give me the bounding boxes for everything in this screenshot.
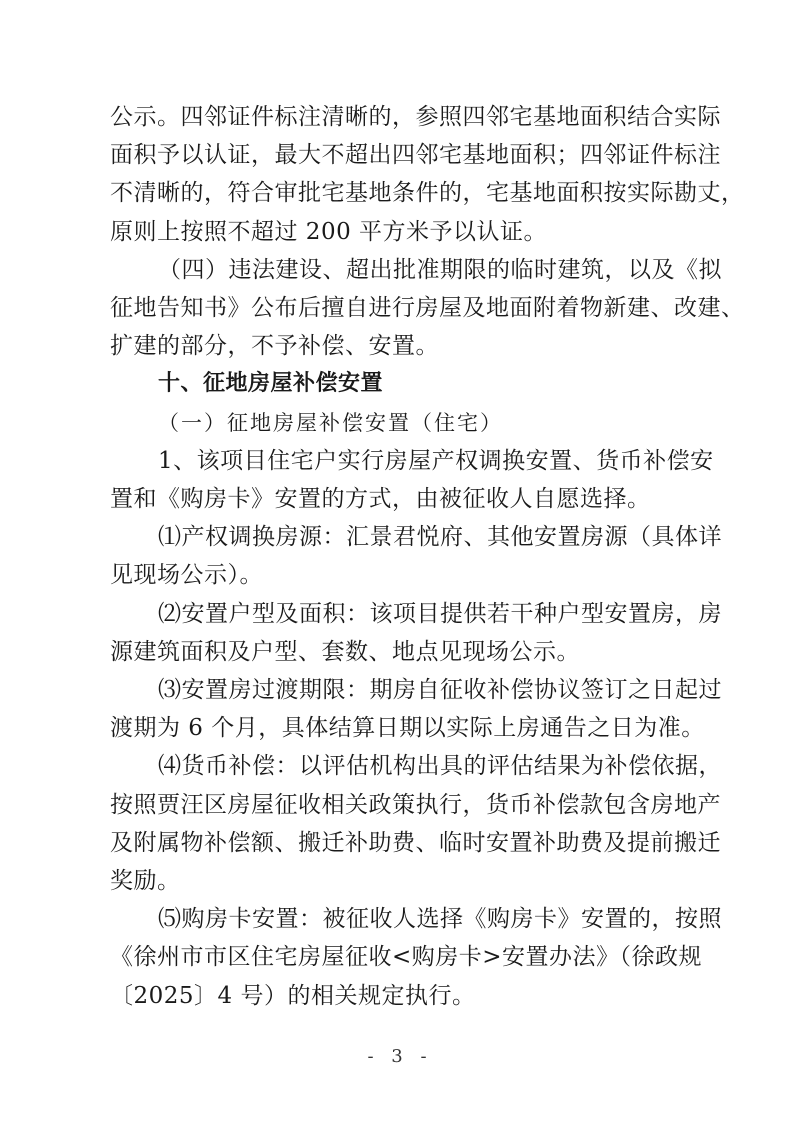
paragraph-line: 公示。四邻证件标注清晰的，参照四邻宅基地面积结合实际 — [110, 104, 721, 130]
paragraph-line: 面积予以认证，最大不超出四邻宅基地面积；四邻证件标注 — [110, 142, 721, 168]
paragraph-line: 扩建的部分，不予补偿、安置。 — [110, 333, 439, 359]
paragraph-line: 〔2025〕4 号）的相关规定执行。 — [110, 983, 476, 1009]
paragraph-line: ⑶安置房过渡期限：期房自征收补偿协议签订之日起过 — [158, 677, 722, 703]
paragraph-line: 征地告知书》公布后擅自进行房屋及地面附着物新建、改建、 — [110, 295, 745, 321]
paragraph-line: ⑷货币补偿：以评估机构出具的评估结果为补偿依据， — [158, 753, 722, 779]
paragraph-line: ⑴产权调换房源：汇景君悦府、其他安置房源（具体详 — [158, 524, 722, 550]
paragraph-line: 原则上按照不超过 200 平方米予以认证。 — [110, 219, 548, 245]
paragraph-line: 源建筑面积及户型、套数、地点见现场公示。 — [110, 639, 580, 665]
page-number: - 3 - — [367, 1046, 433, 1067]
paragraph-line: 奖励。 — [110, 868, 181, 894]
paragraph-line: 1、该项目住宅户实行房屋产权调换安置、货币补偿安 — [158, 448, 714, 474]
paragraph-line: ⑵安置户型及面积：该项目提供若干种户型安置房，房 — [158, 601, 722, 627]
paragraph-line: 不清晰的，符合审批宅基地条件的，宅基地面积按实际勘丈， — [110, 180, 745, 206]
section-heading: 十、征地房屋补偿安置 — [158, 371, 384, 396]
paragraph-line: 及附属物补偿额、搬迁补助费、临时安置补助费及提前搬迁 — [110, 830, 721, 856]
paragraph-line: 渡期为 6 个月，具体结算日期以实际上房通告之日为准。 — [110, 715, 705, 741]
paragraph-line: （四）违法建设、超出批准期限的临时建筑，以及《拟 — [158, 257, 722, 283]
paragraph-line: ⑸购房卡安置：被征收人选择《购房卡》安置的，按照 — [158, 906, 722, 932]
paragraph-line: 按照贾汪区房屋征收相关政策执行，货币补偿款包含房地产 — [110, 792, 721, 818]
paragraph-line: 《徐州市市区住宅房屋征收<购房卡>安置办法》（徐政规 — [110, 944, 703, 970]
paragraph-line: 见现场公示）。 — [110, 562, 263, 588]
subsection-heading: （一）征地房屋补偿安置（住宅） — [158, 411, 503, 435]
paragraph-line: 置和《购房卡》安置的方式，由被征收人自愿选择。 — [110, 486, 651, 512]
